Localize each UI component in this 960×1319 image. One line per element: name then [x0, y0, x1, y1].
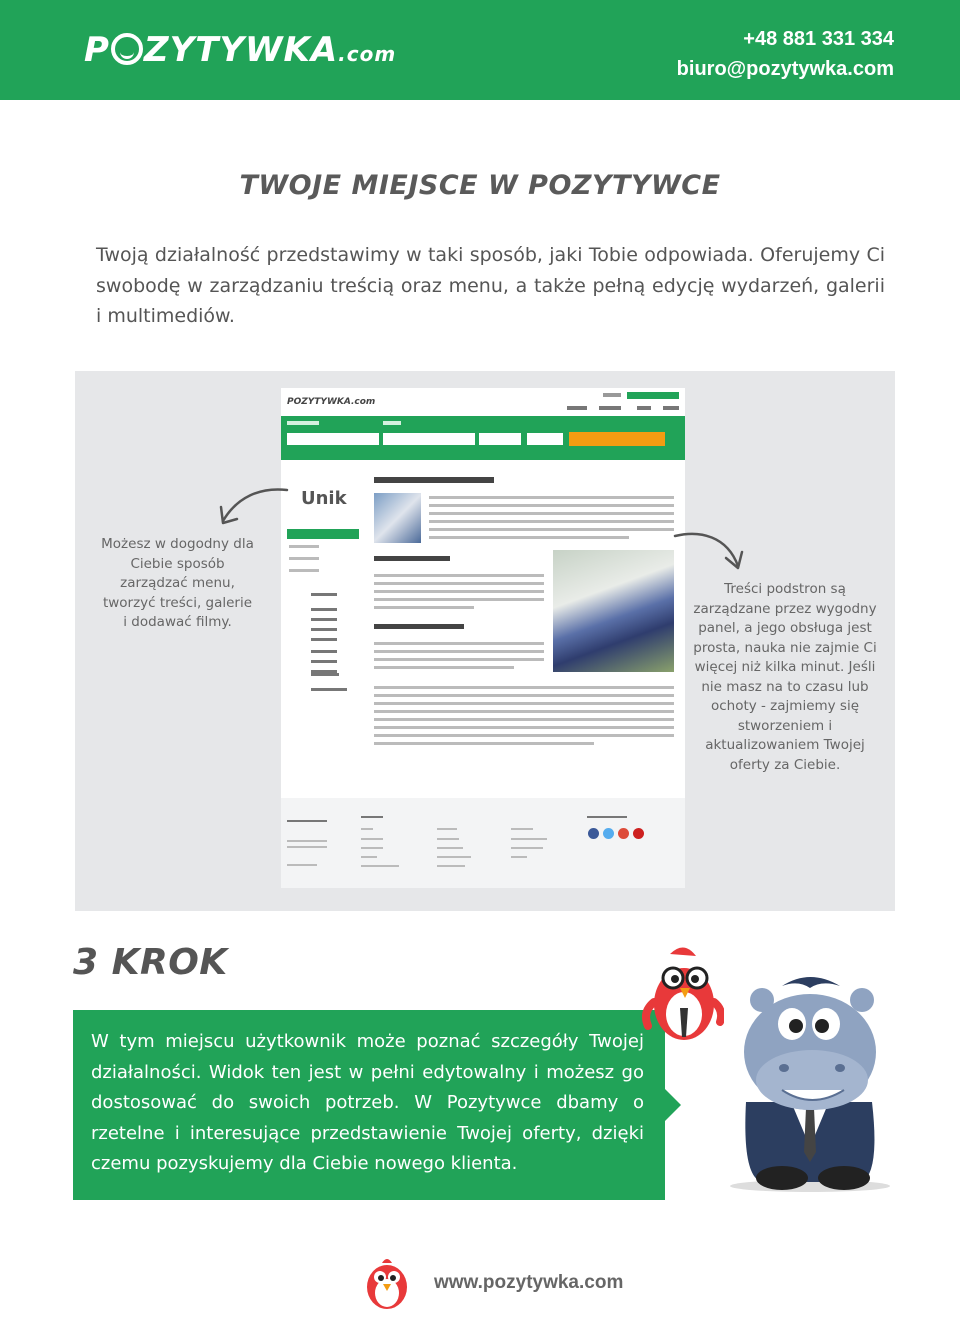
screenshot-text-line: [374, 686, 674, 689]
screenshot-nav-item: [637, 406, 651, 410]
screenshot-sidebar-item: [289, 545, 319, 548]
screenshot-footer-heading: [361, 816, 383, 818]
screenshot-footer-link: [361, 838, 383, 840]
screenshot-footer-line: [287, 840, 327, 842]
screenshot-sidebar-item: [289, 569, 319, 572]
screenshot-text-line: [374, 590, 544, 593]
screenshot-date-field: [479, 433, 521, 445]
screenshot-sidebar-item: [289, 557, 319, 560]
contact-block: [677, 24, 894, 84]
screenshot-footer-heading: [587, 816, 627, 818]
screenshot-footer-link: [511, 838, 547, 840]
screenshot-login-link: [603, 393, 621, 397]
footer-bird-icon: [360, 1253, 414, 1313]
facebook-icon: [588, 828, 599, 839]
footer-url[interactable]: www.pozytywka.com: [434, 1272, 624, 1293]
screenshot-detail: [311, 593, 337, 596]
screenshot-detail: [311, 628, 337, 631]
screenshot-search-button: [569, 432, 665, 446]
screenshot-text-line: [374, 658, 544, 661]
screenshot-footer-link: [361, 856, 377, 858]
screenshot-footer: [281, 798, 685, 888]
step-description-box: [73, 1010, 665, 1200]
screenshot-footer-link: [437, 856, 471, 858]
brand-logo[interactable]: P ZYTYWKA.com: [84, 30, 397, 70]
screenshot-detail: [311, 608, 337, 611]
screenshot-detail: [311, 618, 337, 621]
screenshot-footer-link: [437, 838, 459, 840]
screenshot-footer-link: [361, 847, 383, 849]
note-left: Możesz w dogodny dla Ciebie sposób zarządzać menu, tworzyć treści, galerie i dodawać filmy.: [101, 536, 254, 630]
screenshot-text-line: [374, 742, 594, 745]
website-screenshot: [281, 388, 685, 888]
phone-number[interactable]: +48 881 331 334: [743, 28, 894, 50]
screenshot-text-line: [374, 582, 544, 585]
screenshot-add-button: [627, 392, 679, 399]
arrow-right-icon: [672, 528, 747, 573]
screenshot-footer-logo: [287, 820, 327, 822]
intro-paragraph: Twoją działalność przedstawimy w taki sposób, jaki Tobie odpowiada. Oferujemy Ci swobodę w zarządzaniu treścią oraz menu, a także pełną edycję wydarzeń, galerii i multimediów.: [96, 244, 885, 327]
screenshot-text-line: [429, 536, 629, 539]
screenshot-footer-link: [437, 828, 457, 830]
screenshot-profile-title: [374, 477, 494, 483]
screenshot-label: [287, 421, 319, 425]
screenshot-more-field: [527, 433, 563, 445]
screenshot-text-line: [374, 718, 674, 721]
screenshot-subheading: [374, 624, 464, 629]
screenshot-nav-item: [663, 406, 679, 410]
screenshot-text-line: [374, 694, 674, 697]
screenshot-text-line: [429, 512, 674, 515]
screenshot-footer-line: [287, 864, 317, 866]
twitter-icon: [603, 828, 614, 839]
screenshot-footer-link: [511, 856, 527, 858]
screenshot-text-line: [374, 734, 674, 737]
screenshot-text-line: [374, 642, 544, 645]
smile-icon: [111, 33, 143, 65]
screenshot-footer-link: [437, 865, 465, 867]
screenshot-footer-link: [511, 828, 533, 830]
screenshot-footer-line: [287, 846, 327, 848]
screenshot-text-line: [429, 528, 674, 531]
screenshot-nav-item: [599, 406, 621, 410]
unik-logo: Unik: [301, 488, 347, 509]
screenshot-detail: [311, 673, 339, 676]
screenshot-detail: [311, 638, 337, 641]
screenshot-logo: POZYTYWKA.com: [287, 397, 376, 407]
screenshot-what-field: [287, 433, 379, 445]
screenshot-nav-item: [567, 406, 587, 410]
note-right: Treści podstron są zarządzane przez wygodny panel, a jego obsługa jest prosta, nauka nie zajmie Ci więcej niż kilka minut. Jeśli nie masz na to czasu lub ochoty - zajmiemy się stworzeniem i aktualizowaniem Twojej oferty za Ciebie.: [693, 581, 877, 773]
screenshot-subheading: [374, 556, 450, 561]
screenshot-text-line: [429, 496, 674, 499]
screenshot-footer-link: [361, 865, 399, 867]
screenshot-text-line: [374, 606, 474, 609]
screenshot-text-line: [374, 598, 544, 601]
screenshot-text-line: [374, 710, 674, 713]
screenshot-text-line: [429, 520, 674, 523]
screenshot-detail: [311, 688, 347, 691]
email-address[interactable]: biuro@pozytywka.com: [676, 58, 894, 80]
arrow-left-icon: [215, 485, 290, 530]
screenshot-photo-small: [374, 493, 421, 543]
hippo-mascot-icon: [722, 972, 897, 1194]
screenshot-text-line: [374, 574, 544, 577]
bird-mascot-icon: [640, 942, 724, 1052]
screenshot-photo-karate: [553, 550, 674, 672]
screenshot-detail: [311, 660, 337, 663]
screenshot-sidebar-active: [287, 529, 359, 539]
screenshot-text-line: [374, 650, 544, 653]
screenshot-text-line: [374, 726, 674, 729]
screenshot-footer-link: [361, 828, 373, 830]
screenshot-text-line: [429, 504, 674, 507]
step-description: W tym miejscu użytkownik może poznać szczegóły Twojej działalności. Widok ten jest w pełni edytowalny i możesz go dostosować do swoich potrzeb. W Pozytywce dbamy o rzetelne i interesujące przedstawienie Twojej oferty, dzięki czemu pozyskujemy dla Ciebie nowego klienta.: [91, 1031, 644, 1175]
section-title: TWOJE MIEJSCE W POZYTYWCE: [239, 170, 721, 201]
screenshot-where-field: [383, 433, 475, 445]
screenshot-topbar: [281, 388, 685, 416]
screenshot-footer-link: [511, 847, 543, 849]
page-header: [0, 0, 960, 100]
screenshot-detail: [311, 650, 337, 653]
screenshot-text-line: [374, 702, 674, 705]
google-plus-icon: [618, 828, 629, 839]
step-title: 3 KROK: [73, 942, 228, 983]
youtube-icon: [633, 828, 644, 839]
screenshot-label: [383, 421, 401, 425]
screenshot-text-line: [374, 666, 514, 669]
screenshot-searchbar: [281, 416, 685, 460]
screenshot-footer-link: [437, 847, 463, 849]
